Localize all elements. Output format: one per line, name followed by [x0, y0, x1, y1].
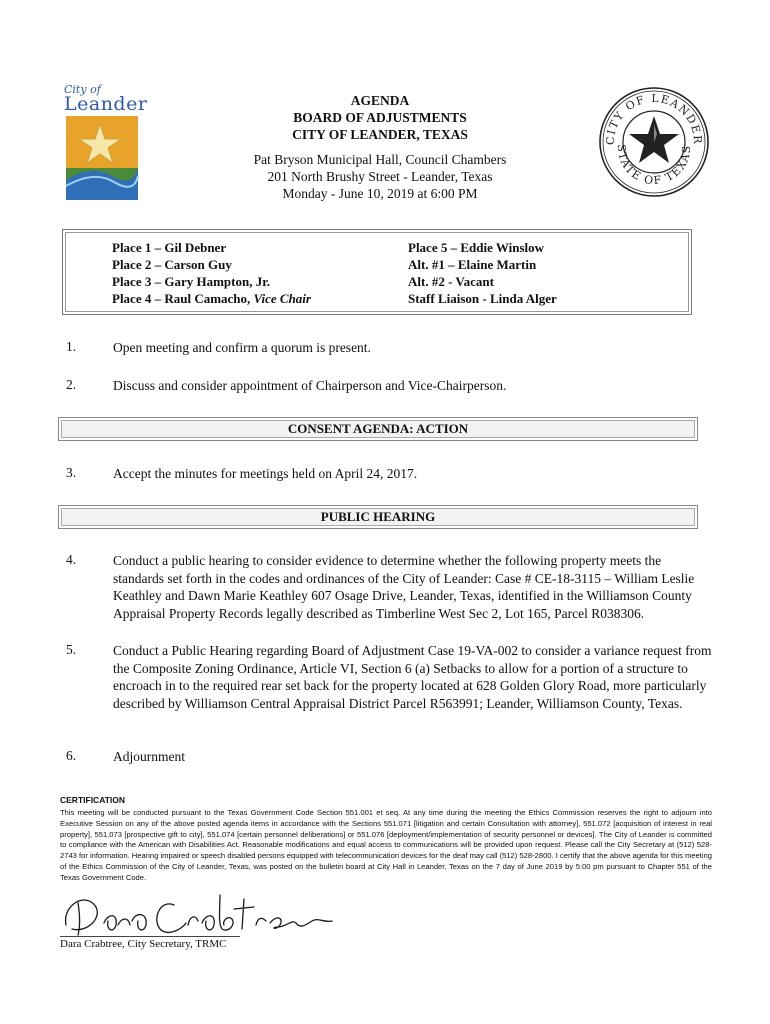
member-alt-2: Alt. #2 - Vacant — [408, 274, 494, 289]
city-name: CITY OF LEANDER, TEXAS — [292, 127, 468, 142]
item-3-number: 3. — [66, 465, 77, 480]
venue: Pat Bryson Municipal Hall, Council Chambers — [253, 152, 507, 167]
staff-liaison: Staff Liaison - Linda Alger — [408, 291, 557, 306]
certification-text: This meeting will be conducted pursuant to the Texas Government Code Section 551.001 et seq. At any time during the meeting the Ethics Commission reserves the right to adjourn into Executive Session on any of the above posted agenda items in accordance with the Sections 551.071 [litigation and certain Consultation with attorney], 551.072 [acquisition of interest in real property], 551.073 [prospective gift to city], 551.074 [certain personnel deliberations] or 551.076 [deployment/implementation of security personnel or devices]. The City of Leander is committed to compliance with the American with Disabilities Act. Reasonable modifications and equal access to communications will be provided upon request. Please call the City Secretary at (512) 528-2743 for information. Hearing impaired or speech disabled persons equipped with telecommunication devices for the deaf may call (512) 528-2800. I certify that the above agenda for this meeting of the Ethics Commission of the City of Leander, Texas, was posted on the bulletin board at City Hall in Leander, Texas on the 7 day of June 2019 by 5:00 pm pursuant to Chapter 551 of the Texas Government Code. — [60, 808, 712, 882]
seal-bottom-text: STATE OF TEXAS — [614, 144, 694, 188]
address: 201 North Brushy Street - Leander, Texas — [267, 169, 493, 184]
member-alt-1: Alt. #1 – Elaine Martin — [408, 257, 537, 272]
item-4-number: 4. — [66, 552, 77, 567]
item-2-text: Discuss and consider appointment of Chairperson and Vice-Chairperson. — [113, 378, 507, 393]
seal-top-text: CITY OF LEANDER — [603, 91, 705, 146]
item-5-number: 5. — [66, 642, 77, 657]
members-left-column — [112, 239, 311, 307]
board-name: BOARD OF ADJUSTMENTS — [293, 110, 467, 125]
member-place-5: Place 5 – Eddie Winslow — [408, 240, 545, 255]
item-3-text: Accept the minutes for meetings held on April 24, 2017. — [113, 466, 418, 481]
member-place-2: Place 2 – Carson Guy — [112, 257, 232, 272]
member-place-3: Place 3 – Gary Hampton, Jr. — [112, 274, 271, 289]
member-place-1: Place 1 – Gil Debner — [112, 240, 227, 255]
agenda-title: AGENDA — [350, 93, 410, 108]
member-place-4-name: Place 4 – Raul Camacho, — [112, 291, 254, 306]
item-6-text: Adjournment — [113, 749, 185, 764]
signature-text: Dara Crabtree — [56, 885, 62, 886]
consent-agenda-header: CONSENT AGENDA: ACTION — [58, 417, 698, 441]
meeting-datetime: Monday - June 10, 2019 at 6:00 PM — [282, 186, 478, 201]
agenda-header — [200, 92, 560, 202]
item-1-number: 1. — [66, 339, 77, 354]
member-place-4-role: Vice Chair — [253, 291, 311, 306]
logo-name-text: Leander — [64, 93, 148, 115]
member-place-4 — [112, 290, 311, 307]
item-4-text: Conduct a public hearing to consider evidence to determine whether the following property meets the standards set forth in the codes and ordinances of the City of Leander: Case # CE-18-3115 – William Leslie Keathley and Dawn Marie Keathley 607 Osage Drive, Leander, Texas, identified in the Williamson County Appraisal Property Records legally described as Timberline West Sec 2, Lot 165, Parcel R038306. — [113, 553, 695, 621]
logo-city-text: City of — [64, 83, 101, 96]
item-1-text: Open meeting and confirm a quorum is present. — [113, 340, 371, 355]
members-right-column — [408, 239, 557, 307]
public-hearing-header: PUBLIC HEARING — [58, 505, 698, 529]
item-5-text: Conduct a Public Hearing regarding Board of Adjustment Case 19-VA-002 to consider a variance request from the Composite Zoning Ordinance, Article VI, Section 6 (a) Setbacks to allow for a portion of a structure to encroach in to the required rear set back for the property located at 628 Golden Glory Road, more particularly described by Williamson Central Appraisal District Parcel R563991; Leander, Williamson County, Texas. — [113, 643, 712, 711]
city-seal-icon — [598, 86, 710, 198]
signature-line — [60, 936, 240, 937]
signer-name: Dara Crabtree, City Secretary, TRMC — [60, 938, 227, 950]
certification-title: CERTIFICATION — [60, 795, 126, 805]
item-6-number: 6. — [66, 748, 77, 763]
item-2-number: 2. — [66, 377, 77, 392]
